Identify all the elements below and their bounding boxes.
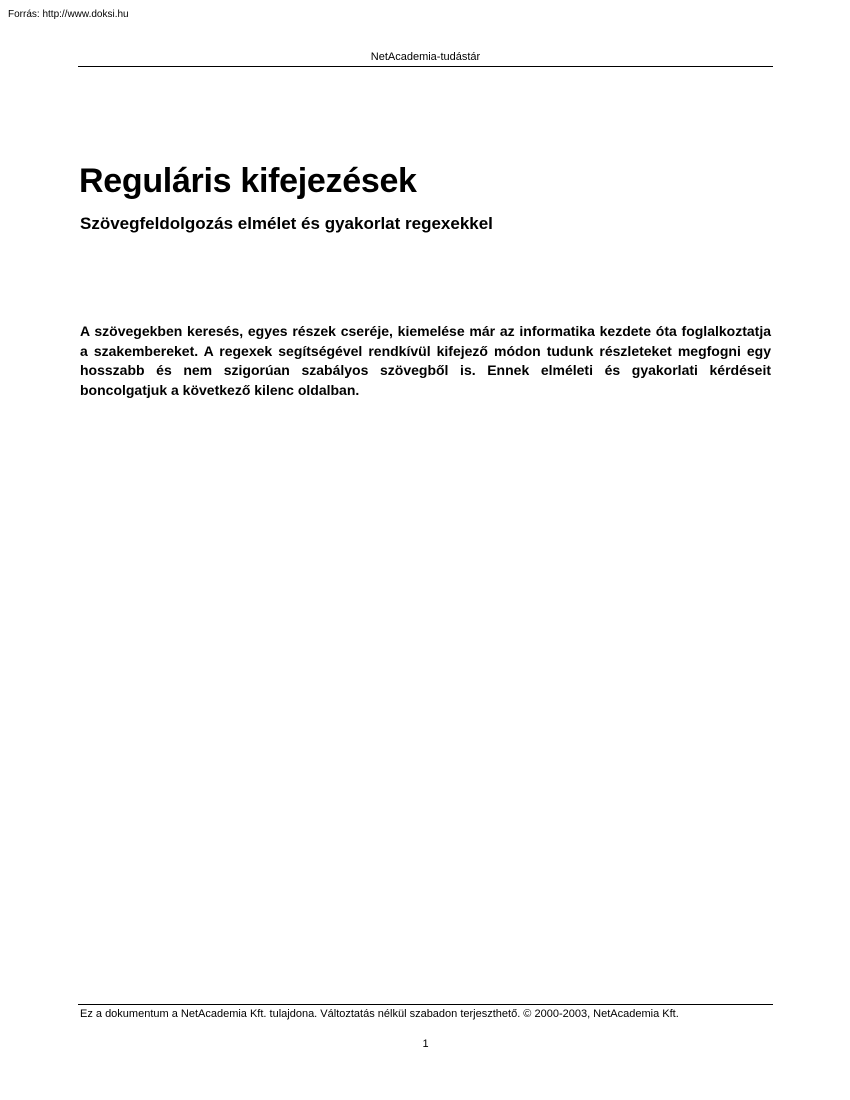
source-attribution: Forrás: http://www.doksi.hu [8, 9, 129, 20]
abstract-paragraph: A szövegekben keresés, egyes részek cseréje, kiemelése már az informatika kezdete óta foglalkoztatja a szakembereket. A regexek segítségével rendkívül kifejező módon tudunk részleteket megfogni egy hosszabb és nem szigorúan szabályos szövegből is. Ennek elméleti és gyakorlati kérdéseit boncolgatjuk a következő kilenc oldalban. [80, 323, 771, 398]
header-divider [78, 66, 773, 67]
page-number: 1 [422, 1038, 429, 1050]
running-header: NetAcademia-tudástár [370, 51, 481, 63]
document-title: Reguláris kifejezések [79, 162, 417, 200]
copyright-notice: Ez a dokumentum a NetAcademia Kft. tulajdona. Változtatás nélkül szabadon terjeszthető. © 2000-2003, NetAcademia Kft. [80, 1008, 679, 1020]
footer-divider [78, 1004, 773, 1005]
document-subtitle: Szövegfeldolgozás elmélet és gyakorlat regexekkel [80, 214, 493, 233]
